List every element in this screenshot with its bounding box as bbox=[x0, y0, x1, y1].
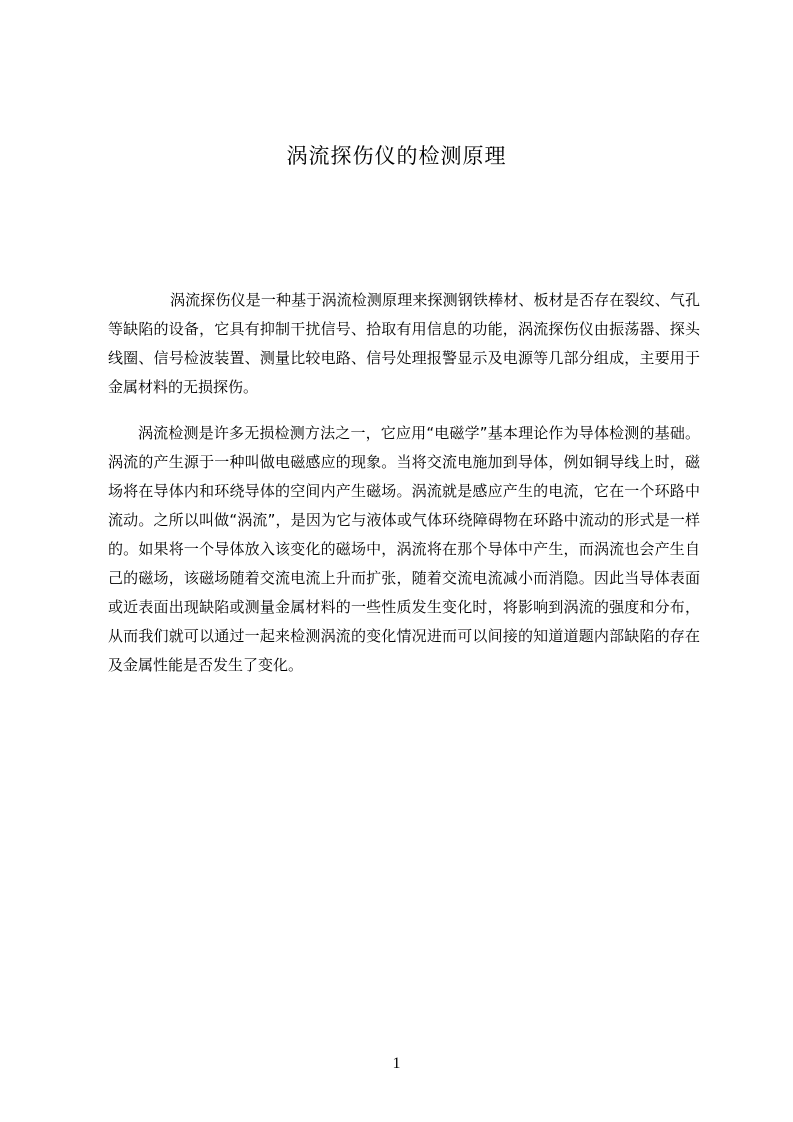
page-number: 1 bbox=[392, 1055, 401, 1072]
paragraph-intro: 涡流探伤仪是一种基于涡流检测原理来探测钢铁棒材、板材是否存在裂纹、气孔等缺陷的设备，它具有抑制干扰信号、拾取有用信息的功能，涡流探伤仪由振荡器、探头线圈、信号检波装置、测量比较电路、信号处理报警显示及电源等几部分组成，主要用于金属材料的无损探伤。 bbox=[108, 291, 700, 396]
paragraph-principle: 涡流检测是许多无损检测方法之一，它应用“电磁学”基本理论作为导体检测的基础。涡流的产生源于一种叫做电磁感应的现象。当将交流电施加到导体，例如铜导线上时，磁场将在导体内和环绕导体的空间内产生磁场。涡流就是感应产生的电流，它在一个环路中流动。之所以叫做“涡流”，是因为它与液体或气体环绕障碍物在环路中流动的形式是一样的。如果将一个导体放入该变化的磁场中，涡流将在那个导体中产生，而涡流也会产生自己的磁场，该磁场随着交流电流上升而扩张，随着交流电流减小而消隐。因此当导体表面或近表面出现缺陷或测量金属材料的一些性质发生变化时，将影响到涡流的强度和分布，从而我们就可以通过一起来检测涡流的变化情况进而可以间接的知道道题内部缺陷的存在及金属性能是否发生了变化。 bbox=[108, 424, 700, 674]
document-title: 涡流探伤仪的检测原理 bbox=[286, 144, 507, 168]
